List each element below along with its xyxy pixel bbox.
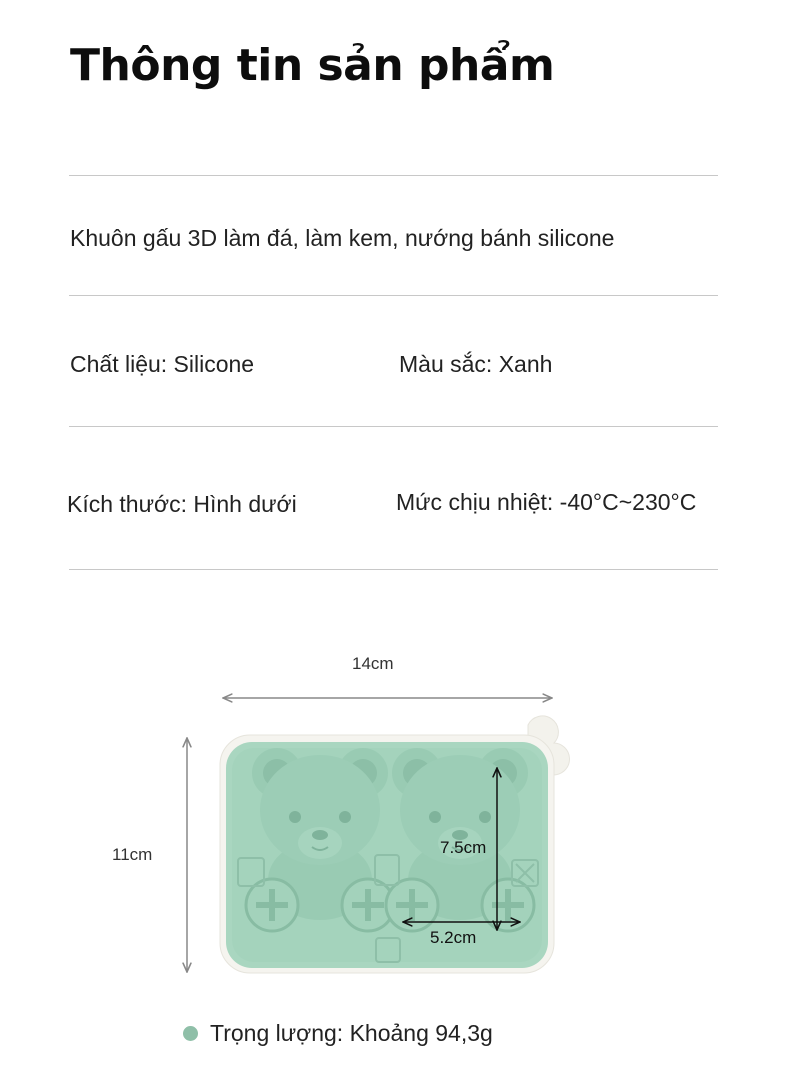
material-spec: Chất liệu: Silicone xyxy=(70,351,255,377)
product-name: Khuôn gấu 3D làm đá, làm kem, nướng bánh silicone xyxy=(70,225,615,251)
page-title: Thông tin sản phẩm xyxy=(70,40,555,91)
bear-width-label: 5.2cm xyxy=(430,928,477,947)
weight-spec xyxy=(183,1020,493,1047)
color-spec: Màu sắc: Xanh xyxy=(399,351,553,377)
bullet-dot xyxy=(183,1026,198,1041)
height-label: 11cm xyxy=(112,845,153,864)
heat-resistance-spec: Mức chịu nhiệt: -40°C~230°C xyxy=(396,489,697,515)
weight-label: Trọng lượng: Khoảng 94,3g xyxy=(210,1020,493,1046)
width-label: 14cm xyxy=(352,654,394,673)
bear-height-label: 7.5cm xyxy=(440,838,487,857)
size-spec: Kích thước: Hình dưới xyxy=(67,491,297,517)
